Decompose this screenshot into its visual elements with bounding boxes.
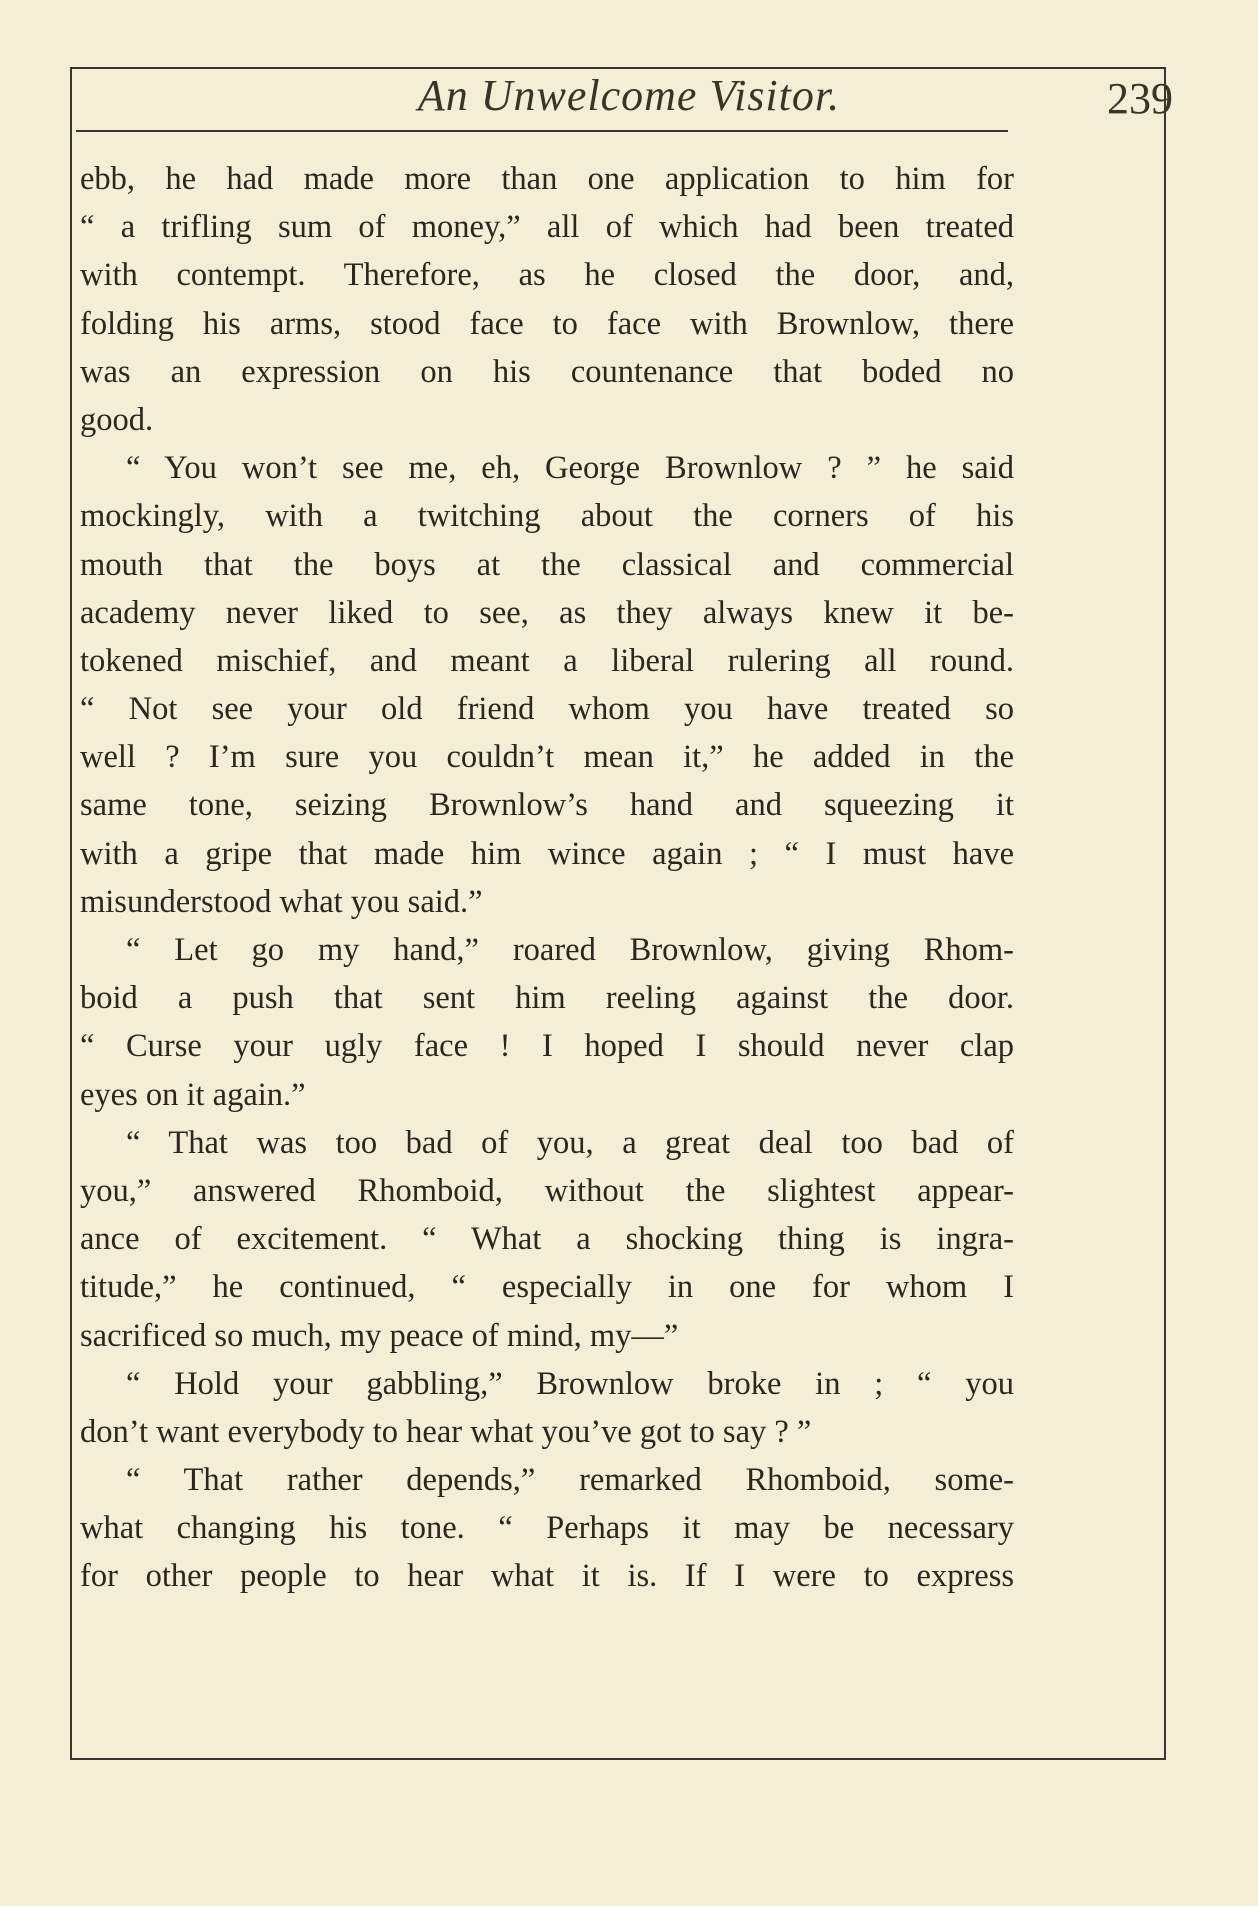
text-line: what changing his tone. “ Perhaps it may be necessary bbox=[80, 1510, 1014, 1547]
text-line: “ That was too bad of you, a great deal too bad of bbox=[126, 1124, 1014, 1161]
text-line: titude,” he continued, “ especially in one for whom I bbox=[80, 1269, 1014, 1306]
text-line: academy never liked to see, as they always knew it be- bbox=[80, 594, 1014, 631]
text-line: for other people to hear what it is. If I were to express bbox=[80, 1558, 1014, 1595]
running-title: An Unwelcome Visitor. bbox=[417, 71, 841, 120]
text-line: “ Curse your ugly face ! I hoped I should never clap bbox=[80, 1028, 1014, 1065]
text-line: “ You won’t see me, eh, George Brownlow ? ” he said bbox=[126, 450, 1014, 487]
text-line: sacrificed so much, my peace of mind, my—” bbox=[80, 1317, 679, 1354]
text-line: you,” answered Rhomboid, without the slightest appear- bbox=[80, 1172, 1014, 1209]
text-line: ebb, he had made more than one application to him for bbox=[80, 161, 1014, 197]
text-line: good. bbox=[80, 401, 154, 438]
text-line: with contempt. Therefore, as he closed the door, and, bbox=[80, 257, 1014, 294]
text-line: well ? I’m sure you couldn’t mean it,” he added in the bbox=[80, 739, 1014, 776]
text-line: was an expression on his countenance that boded no bbox=[80, 353, 1014, 390]
text-line: “ That rather depends,” remarked Rhomboid, some- bbox=[126, 1462, 1014, 1499]
text-line: same tone, seizing Brownlow’s hand and squeezing it bbox=[80, 787, 1014, 824]
text-line: ance of excitement. “ What a shocking thing is ingra- bbox=[80, 1221, 1014, 1258]
body-text bbox=[80, 155, 1014, 1601]
header-rule bbox=[76, 130, 1008, 132]
text-line: misunderstood what you said.” bbox=[80, 883, 483, 920]
text-line: boid a push that sent him reeling against the door. bbox=[80, 980, 1014, 1017]
text-line: mouth that the boys at the classical and commercial bbox=[80, 546, 1014, 583]
text-line: “ Not see your old friend whom you have treated so bbox=[80, 691, 1014, 728]
text-line: don’t want everybody to hear what you’ve got to say ? ” bbox=[80, 1413, 812, 1450]
text-line: “ Let go my hand,” roared Brownlow, giving Rhom- bbox=[126, 932, 1014, 968]
text-line: mockingly, with a twitching about the corners of his bbox=[80, 498, 1014, 535]
text-line: eyes on it again.” bbox=[80, 1076, 306, 1113]
text-line: “ a trifling sum of money,” all of which had been treated bbox=[80, 209, 1014, 246]
text-line: “ Hold your gabbling,” Brownlow broke in ; “ you bbox=[126, 1365, 1014, 1402]
text-line: tokened mischief, and meant a liberal rulering all round. bbox=[80, 642, 1014, 679]
page-number: 239 bbox=[1107, 74, 1173, 123]
text-line: folding his arms, stood face to face with Brownlow, there bbox=[80, 305, 1014, 342]
text-line: with a gripe that made him wince again ; “ I must have bbox=[80, 835, 1014, 872]
